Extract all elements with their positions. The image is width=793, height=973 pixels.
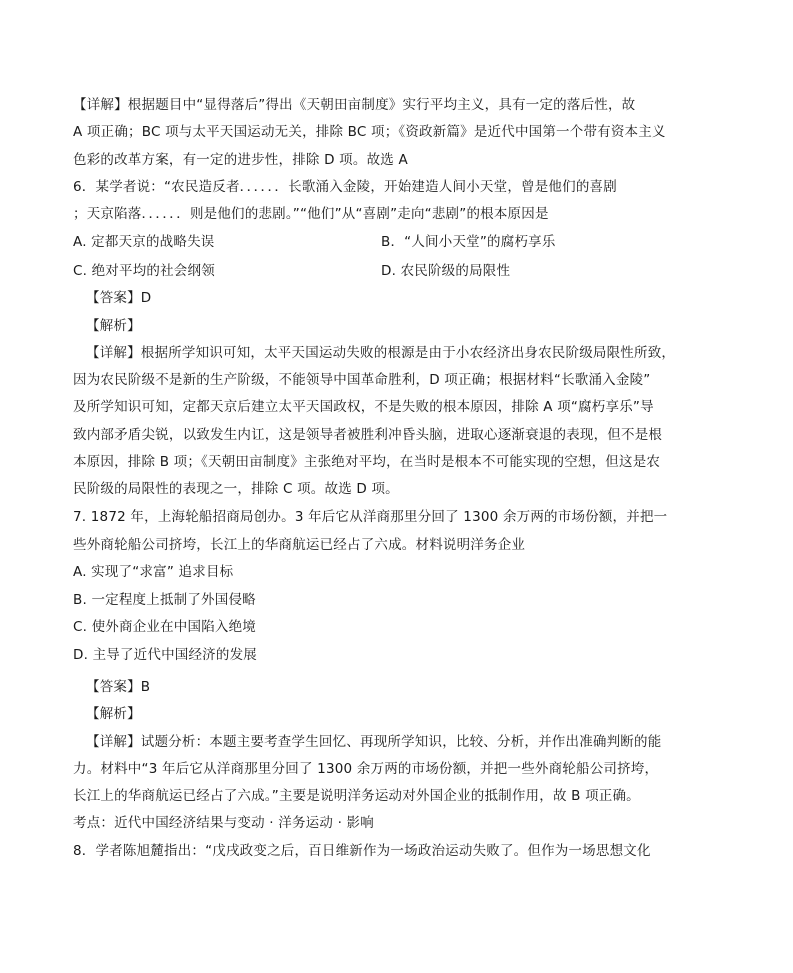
q6-stem-line-2: ；天京陷落．．．．．．则是他们的悲剧。”“他们”从“喜剧”走向“悲剧”的根本原因是 (73, 206, 549, 222)
q6-detail-line-5: 本原因，排除 B 项；《天朝田亩制度》主张绝对平均，在当时是根本不可能实现的空想，但这是农 (73, 454, 661, 470)
q6-answer: 【答案】D (86, 290, 152, 306)
q6-option-d: D. 农民阶级的局限性 (381, 263, 511, 279)
q6-detail-line-2: 因为农民阶级不是新的生产阶级，不能领导中国革命胜利，D 项正确；根据材料“长歌涌入金陵” (73, 372, 651, 388)
q7-analysis-label: 【解析】 (86, 706, 141, 722)
q6-detail-line-6: 民阶级的局限性的表现之一，排除 C 项。故选 D 项。 (73, 481, 399, 497)
q7-option-d: D. 主导了近代中国经济的发展 (73, 647, 257, 663)
q7-answer: 【答案】B (86, 679, 151, 695)
q7-option-a: A. 实现了“求富” 追求目标 (73, 564, 234, 580)
q5-detail-line-3: 色彩的改革方案，有一定的进步性，排除 D 项。故选 A (73, 152, 408, 168)
q6-detail-line-4: 致内部矛盾尖锐，以致发生内讧，这是领导者被胜利冲昏头脑，进取心逐渐衰退的表现，但不是根 (73, 427, 663, 443)
q6-analysis-label: 【解析】 (86, 318, 141, 334)
q7-detail-line-2: 力。材料中“3 年后它从洋商那里分回了 1300 余万两的市场份额，并把一些外商轮船公司挤垮， (73, 761, 659, 777)
q5-detail-line-1: 【详解】根据题目中“显得落后”得出《天朝田亩制度》实行平均主义，具有一定的落后性，故 (73, 97, 636, 113)
q6-detail-line-1: 【详解】根据所学知识可知，太平天国运动失败的根源是由于小农经济出身农民阶级局限性所致， (86, 345, 676, 361)
q7-stem-line-2: 些外商轮船公司挤垮，长江上的华商航运已经占了六成。材料说明洋务企业 (73, 537, 526, 553)
q6-detail-line-3: 及所学知识可知，定都天京后建立太平天国政权，不是失败的根本原因，排除 A 项“腐朽享乐”导 (73, 399, 654, 415)
q7-stem-line-1: 7. 1872 年，上海轮船招商局创办。3 年后它从洋商那里分回了 1300 余万两的市场份额，并把一 (73, 509, 668, 525)
q6-stem-line-1: 6．某学者说：“农民造反者．．．．．．长歌涌入金陵，开始建造人间小天堂，曾是他们的喜剧 (73, 179, 617, 195)
q8-stem-line-1: 8．学者陈旭麓指出：“戊戌政变之后，百日维新作为一场政治运动失败了。但作为一场思想文化 (73, 843, 651, 859)
q6-option-c: C. 绝对平均的社会纲领 (73, 263, 215, 279)
q7-detail-line-3: 长江上的华商航运已经占了六成。”主要是说明洋务运动对外国企业的抵制作用，故 B 项正确。 (73, 788, 640, 804)
q6-option-a: A. 定都天京的战略失误 (73, 234, 215, 250)
q7-detail-line-1: 【详解】试题分析：本题主要考查学生回忆、再现所学知识，比较、分析，并作出准确判断的能 (86, 734, 662, 750)
q7-option-c: C. 使外商企业在中国陷入绝境 (73, 619, 257, 635)
q5-detail-line-2: A 项正确；BC 项与太平天国运动无关，排除 BC 项；《资政新篇》是近代中国第一个带有资本主义 (73, 124, 666, 140)
q7-kaodian: 考点：近代中国经济结果与变动 · 洋务运动 · 影响 (73, 815, 374, 831)
q6-option-b: B．“人间小天堂”的腐朽享乐 (381, 234, 556, 250)
q7-option-b: B. 一定程度上抵制了外国侵略 (73, 592, 256, 608)
